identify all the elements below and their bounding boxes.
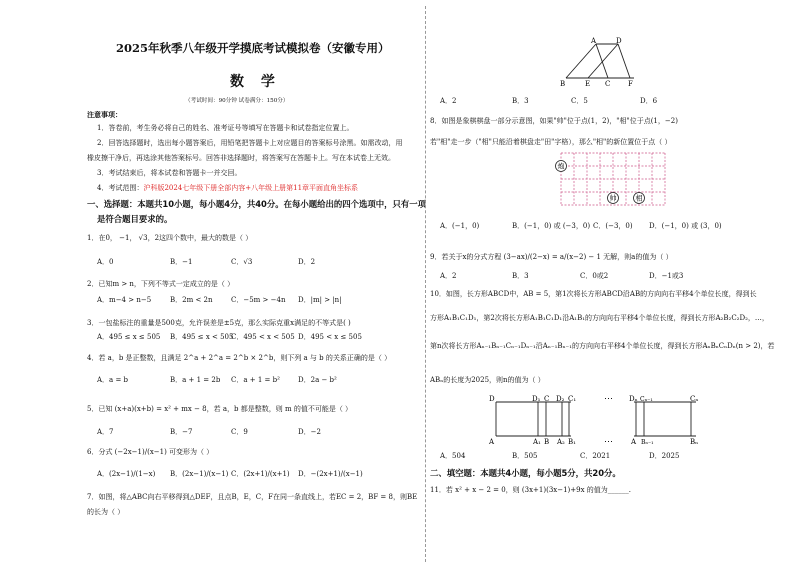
- question-8: 8．如图是象棋棋盘一部分示意图，如果"帅"位于点(1，2)，"相"位于点(1，−2): [430, 117, 678, 125]
- q8-option-a[interactable]: A．(−1，0): [440, 222, 480, 230]
- fig10-top-dn: Dₙ: [629, 395, 638, 403]
- fig10-top-d2: D₂: [556, 395, 565, 403]
- fig10-top-c: C: [544, 395, 550, 403]
- q7-option-c[interactable]: C．5: [571, 97, 588, 105]
- note-4-label: 4．考试范围：: [97, 184, 144, 192]
- fig10-bot-an: A: [631, 438, 637, 446]
- fig10-top-cn-1: Cₙ₋₁: [640, 396, 653, 403]
- q8-option-c[interactable]: C．(−3，0): [593, 222, 633, 230]
- chess-label-xiang: 相: [635, 194, 643, 203]
- q4-option-c[interactable]: C．a + 1 = b²: [231, 376, 280, 384]
- question-11: 11．若 x² + x − 2 = 0，则 (3x+1)(3x−1)+9x 的值为______.: [430, 486, 631, 494]
- q5-option-c[interactable]: C．9: [231, 428, 248, 436]
- fig10-bot-bn-1: Bₙ₋₁: [641, 439, 654, 446]
- q6-option-d[interactable]: D．−(2x+1)/(x−1): [298, 470, 363, 478]
- note-4: [97, 184, 358, 193]
- question-6: 6．分式 (−2x−1)/(x−1) 可变形为（ ）: [87, 448, 214, 456]
- question-2: 2．已知m > n，下列不等式一定成立的是（ ）: [87, 280, 235, 288]
- q3-option-d[interactable]: D．495 < x ≤ 505: [298, 333, 362, 341]
- q3-option-b[interactable]: B．495 ≤ x < 505: [170, 333, 234, 341]
- question-10-line2: 方形A₁B₁C₁D₁，第2次将长方形A₁B₁C₁D₁沿A₁B₁的方向向右平移4个单位长度，得到长方形A₂B₂C₂D₂，…，: [430, 314, 769, 322]
- question-10-line3: 第n次将长方形Aₙ₋₁Bₙ₋₁Cₙ₋₁Dₙ₋₁沿Aₙ₋₁Bₙ₋₁的方向向右平移4个单位长度，得到长方形AₙBₙCₙDₙ(n > 2)，若: [430, 342, 775, 350]
- fig10-bot-a2: A₂: [557, 438, 565, 446]
- q1-option-b[interactable]: B．−1: [170, 258, 193, 266]
- fig7-label-c: C: [605, 80, 611, 88]
- q5-option-a[interactable]: A．7: [97, 428, 114, 436]
- note-2: 2．回答选择题时，选出每小题答案后，用铅笔把答题卡上对应题目的答案标号涂黑。如需改动，用: [97, 139, 403, 147]
- fig10-top-c1: C₁: [568, 395, 577, 403]
- chess-label-pao: 炮: [557, 162, 565, 171]
- q2-option-a[interactable]: A．m−4 > n−5: [97, 296, 152, 304]
- q2-option-c[interactable]: C．−5m > −4n: [231, 296, 286, 304]
- fig10-top-d1: D₁: [532, 395, 541, 403]
- subject-title: 数 学: [230, 74, 281, 90]
- note-1: 1．答卷前，考生务必将自己的姓名、准考证号等填写在答题卡和试卷指定位置上。: [97, 124, 354, 132]
- q5-option-d[interactable]: D．−2: [298, 428, 321, 436]
- fig7-label-a: A: [591, 37, 597, 45]
- column-divider: [425, 6, 426, 562]
- q8-option-d[interactable]: D．(−1，0) 或 (3，0): [649, 222, 722, 230]
- note-2-cont: 橡皮擦干净后，再选涂其他答案标号。回答非选择题时，将答案写在答题卡上。写在本试卷上无效。: [87, 154, 395, 162]
- exam-info: （考试时间：90分钟 试卷满分：150分）: [185, 98, 289, 104]
- question-10-line4: ABₙ的长度为2025，则n的值为（ ）: [430, 376, 545, 384]
- question-7: 7．如图，将△ABC向右平移得到△DEF，且点B，E，C，F在同一条直线上，若EC = 2，BF = 8，则BE: [87, 493, 418, 501]
- fig7-label-e: E: [585, 80, 591, 88]
- fig7-label-b: B: [560, 80, 566, 88]
- question-10: 10．如图，长方形ABCD中，AB = 5，第1次将长方形ABCD沿AB的方向向右平移4个单位长度，得到长: [430, 290, 757, 298]
- q9-option-c[interactable]: C．0或2: [580, 272, 609, 280]
- fig10-bot-b: B: [544, 438, 550, 446]
- question-9: 9．若关于x的分式方程 (3−ax)/(2−x) = a/(x−2) − 1 无解，则a的值为（ ）: [430, 253, 673, 261]
- q6-option-b[interactable]: B．(2x−1)/(x−1): [170, 470, 229, 478]
- question-7-cont: 的长为（ ）: [87, 508, 125, 516]
- question-8-cont: 若"相"走一步（"相"只能沿着棋盘走"田"字格），那么"相"的新位置位于点（ ）: [430, 138, 672, 146]
- q2-option-d[interactable]: D．|m| > |n|: [298, 296, 342, 304]
- notes-heading: 注意事项：: [87, 110, 122, 119]
- chessboard-figure: [553, 148, 673, 208]
- fig10-dots-top: ⋯: [604, 394, 613, 404]
- exam-scope: 沪科版2024七年级下册全部内容+八年级上册第11章平面直角坐标系: [143, 184, 359, 192]
- q4-option-d[interactable]: D．2a − b²: [298, 376, 337, 384]
- section1-heading-cont: 是符合题目要求的。: [97, 214, 173, 224]
- q4-option-b[interactable]: B．a + 1 = 2b: [170, 376, 221, 384]
- fig10-bot-a: A: [489, 438, 495, 446]
- q5-option-b[interactable]: B．−7: [170, 428, 193, 436]
- fig10-dots-bottom: ⋯: [604, 437, 613, 447]
- section2-heading: 二、填空题：本题共4小题，每小题5分，共20分。: [430, 468, 621, 478]
- q6-option-a[interactable]: A．(2x−1)/(1−x): [97, 470, 156, 478]
- q6-option-c[interactable]: C．(2x+1)/(x+1): [231, 470, 290, 478]
- q9-option-a[interactable]: A．2: [440, 272, 457, 280]
- q7-option-a[interactable]: A．2: [440, 97, 457, 105]
- fig10-bot-bn: Bₙ: [690, 438, 699, 446]
- fig10-bot-b1: B₁: [568, 438, 576, 446]
- fig10-top-cn: Cₙ: [690, 395, 699, 403]
- q1-option-c[interactable]: C．√3: [231, 258, 253, 266]
- q4-option-a[interactable]: A．a = b: [97, 376, 129, 384]
- fig7-label-f: F: [628, 80, 633, 88]
- chess-label-shuai: 帅: [609, 194, 617, 203]
- q9-option-b[interactable]: B．3: [512, 272, 529, 280]
- q3-option-a[interactable]: A．495 ≤ x ≤ 505: [97, 333, 161, 341]
- q7-option-d[interactable]: D．6: [640, 97, 658, 105]
- question-1: 1．在0， −1， √3，2这四个数中，最大的数是（ ）: [87, 234, 253, 242]
- fig10-top-d: D: [489, 395, 495, 403]
- q10-option-b[interactable]: B．505: [512, 452, 538, 460]
- q9-option-d[interactable]: D．−1或3: [649, 272, 684, 280]
- note-3: 3．考试结束后，将本试卷和答题卡一并交回。: [97, 169, 242, 177]
- q10-option-a[interactable]: A．504: [440, 452, 466, 460]
- figure-7: [552, 36, 642, 88]
- q7-option-b[interactable]: B．3: [512, 97, 529, 105]
- q10-option-d[interactable]: D．2025: [649, 452, 680, 460]
- q3-option-c[interactable]: C．495 < x < 505: [231, 333, 295, 341]
- section1-heading: 一、选择题：本题共10小题，每小题4分，共40分。在每小题给出的四个选项中，只有一项: [87, 199, 427, 209]
- q10-option-c[interactable]: C．2021: [580, 452, 611, 460]
- fig10-bot-a1: A₁: [533, 438, 541, 446]
- fig7-label-d: D: [616, 37, 622, 45]
- figure-10: [486, 392, 711, 450]
- question-4: 4．若 a，b 是正整数，且满足 2^a + 2^a = 2^b × 2^b，则下列 a 与 b 的关系正确的是（ ）: [87, 354, 392, 362]
- q8-option-b[interactable]: B．(−1，0) 或 (−3，0): [512, 222, 591, 230]
- question-3: 3．一包盐标注的重量是500克，允许误差是±5克，那么实际克重x满足的不等式是( ): [87, 319, 351, 327]
- q2-option-b[interactable]: B．2m < 2n: [170, 296, 213, 304]
- paper-title: 2025年秋季八年级开学摸底考试模拟卷（安徽专用）: [116, 41, 390, 55]
- question-5: 5．已知 (x+a)(x+b) = x² + mx − 8，若 a，b 都是整数，则 m 的值不可能是（ ）: [87, 405, 353, 413]
- q1-option-a[interactable]: A．0: [97, 258, 114, 266]
- q1-option-d[interactable]: D．2: [298, 258, 316, 266]
